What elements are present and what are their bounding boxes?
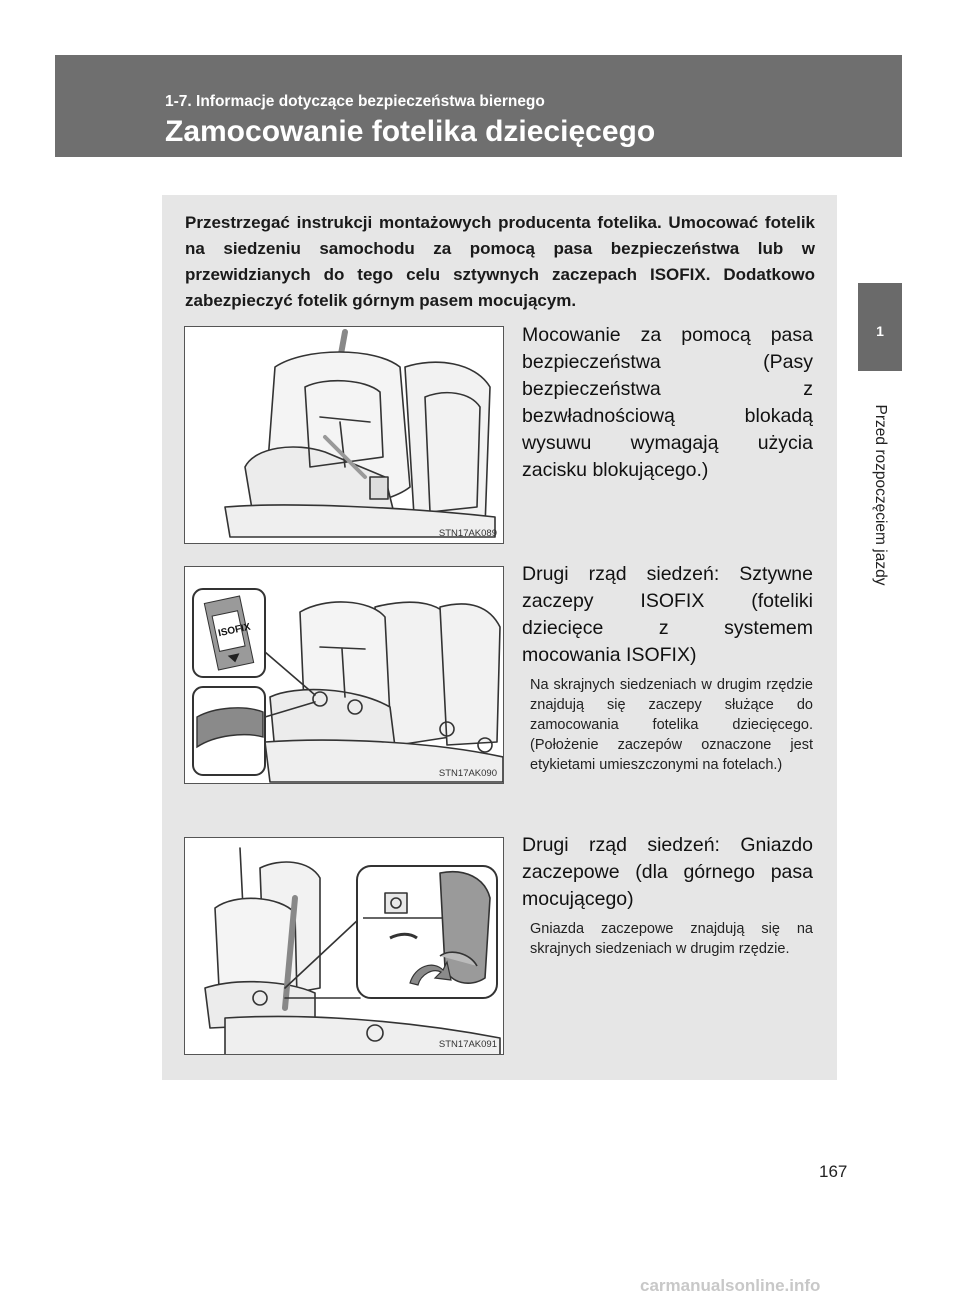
entry-heading: Mocowanie za pomocą pasa bezpieczeństwa (Pasy bezpieczeństwa z bezwładnościową blokadą wysuwu wymagają użycia zacisku blokującego.) — [522, 324, 813, 481]
watermark: carmanualsonline.info — [640, 1276, 821, 1295]
entry-heading: Drugi rząd siedzeń: Gniazdo zaczepowe (dla górnego pasa mocującego) — [522, 834, 813, 910]
figure-code: STN17AK091 — [438, 1039, 497, 1050]
chapter-number: 1 — [876, 323, 884, 339]
figure-tether-anchor — [184, 837, 504, 1055]
page-header — [55, 55, 902, 157]
entry-seatbelt — [522, 322, 813, 484]
child-seat-illustration — [185, 327, 504, 544]
page-number: 167 — [819, 1162, 848, 1181]
figure-seatbelt-mount — [184, 326, 504, 544]
figure-code: STN17AK089 — [438, 528, 497, 539]
chapter-tab[interactable] — [858, 283, 902, 371]
isofix-label: ISOFIX — [217, 621, 252, 640]
isofix-illustration — [185, 567, 504, 784]
entry-description: Gniazda zaczepowe znajdują się na skrajnych siedzeniach w drugim rzędzie. — [530, 921, 813, 957]
entry-description: Na skrajnych siedzeniach w drugim rzędzie znajdują się zaczepy służące do zamocowania fotelika dziecięcego. (Położenie zaczepów oznaczone jest etykietami umieszczonymi na fotelach.) — [530, 677, 813, 773]
page-title: Zamocowanie fotelika dziecięcego — [165, 115, 656, 148]
entry-tether-anchor — [522, 832, 813, 959]
figure-isofix — [184, 566, 504, 784]
section-title: 1-7. Informacje dotyczące bezpieczeństwa biernego — [165, 93, 545, 110]
intro-text: Przestrzegać instrukcji montażowych producenta fotelika. Umocować fotelik na siedzeniu samochodu za pomocą pasa bezpieczeństwa lub w przewidzianych do tego celu sztywnych zaczepach ISOFIX. Dodatkowo zabezpieczyć fotelik górnym pasem mocującym. — [185, 213, 815, 310]
figure-code: STN17AK090 — [438, 768, 497, 779]
entry-isofix — [522, 561, 813, 775]
tether-anchor-illustration — [185, 838, 504, 1055]
entry-heading: Drugi rząd siedzeń: Sztywne zaczepy ISOFIX (foteliki dziecięce z systemem mocowania ISOFIX) — [522, 563, 813, 666]
chapter-label: Przed rozpoczęciem jazdy — [872, 404, 889, 586]
